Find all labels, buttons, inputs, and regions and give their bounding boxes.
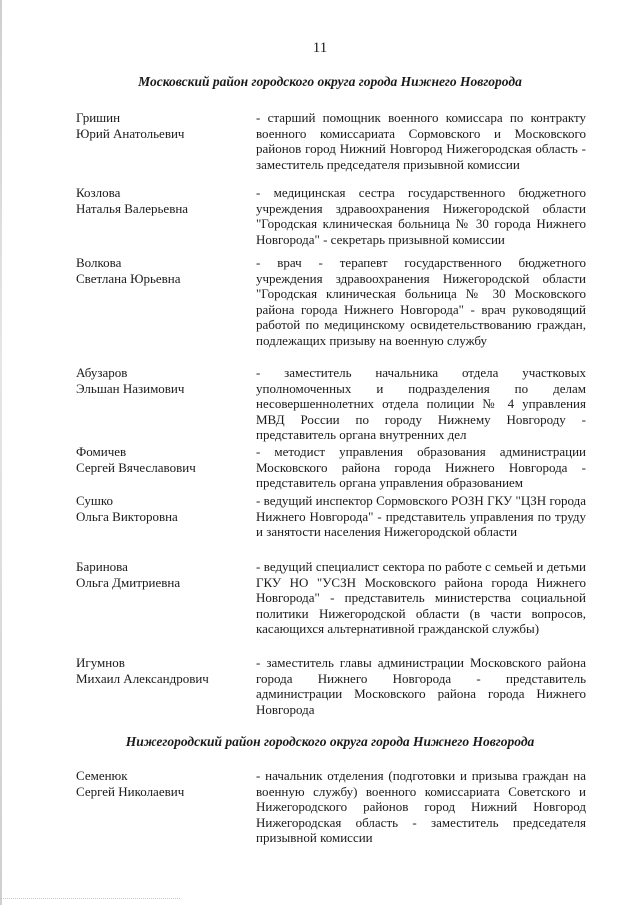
member-given-names: Ольга Дмитриевна: [76, 574, 181, 590]
member-given-names: Ольга Викторовна: [76, 508, 178, 524]
member-given-names: Светлана Юрьевна: [76, 270, 181, 286]
member-surname: Игумнов: [76, 655, 125, 670]
member-given-names: Сергей Вячеславович: [76, 459, 196, 475]
scan-edge: [0, 0, 2, 905]
member-name: [76, 493, 256, 559]
member-name: [76, 655, 256, 719]
member-name: [76, 110, 256, 185]
member-entry: [76, 559, 586, 655]
member-role: - методист управления образования администрации Московского района города Нижнего Новгорода - представитель органа управления образованием: [256, 444, 586, 491]
member-surname: Сушко: [76, 493, 114, 508]
member-given-names: Эльшан Назимович: [76, 380, 185, 396]
member-name: [76, 559, 256, 655]
section-heading-moskovsky: Московский район городского округа города Нижнего Новгорода: [138, 74, 522, 89]
member-entry: [76, 768, 586, 848]
member-surname: Козлова: [76, 185, 121, 200]
member-surname: Гришин: [76, 110, 121, 125]
member-role: - начальник отделения (подготовки и призыва граждан на военную службу) военного комиссариата Советского и Нижегородского районов город Нижний Новгород Нижегородская область - заместитель председателя призывной комиссии: [256, 768, 586, 846]
scan-bottom-edge: [0, 897, 180, 899]
member-given-names: Михаил Александрович: [76, 670, 209, 686]
member-given-names: Наталья Валерьевна: [76, 200, 189, 216]
member-surname: Абузаров: [76, 365, 128, 380]
member-surname: Фомичев: [76, 444, 127, 459]
member-list-moskovsky: [76, 110, 586, 719]
member-given-names: Юрий Анатольевич: [76, 125, 185, 141]
member-surname: Семенюк: [76, 768, 128, 783]
member-role: - ведущий инспектор Сормовского РОЗН ГКУ "ЦЗН города Нижнего Новгорода" - представитель управления по труду и занятости населения Нижегородской области: [256, 493, 586, 540]
member-role: - заместитель начальника отдела участковых уполномоченных и подразделения по делам несовершеннолетних отдела полиции № 4 управления МВД России по городу Нижнему Новгороду - представитель органа внутренних дел: [256, 365, 586, 443]
member-role: - старший помощник военного комиссара по контракту военного комиссариата Сормовского и Московского районов город Нижний Новгород Нижегородская область - заместитель председателя призывной комиссии: [256, 110, 586, 172]
member-role: - ведущий специалист сектора по работе с семьей и детьми ГКУ НО "УСЗН Московского района города Нижнего Новгорода" - представитель министерства социальной политики Нижегородской области (в части вопросов, касающихся альтернативной гражданской службы): [256, 559, 586, 637]
member-name: [76, 768, 256, 848]
member-entry: [76, 655, 586, 719]
member-list-nizhegorodsky: [76, 768, 586, 848]
member-role: - заместитель главы администрации Московского района города Нижнего Новгорода - представитель администрации Московского района города Нижнего Новгорода: [256, 655, 586, 717]
member-role: - врач - терапевт государственного бюджетного учреждения здравоохранения Нижегородской области "Городская клиническая больница № 30 Московского района города Нижнего Новгорода" - врач руководящий работой по медицинскому освидетельствованию граждан, подлежащих призыву на военную службу: [256, 255, 586, 348]
page-number: 11: [312, 40, 328, 56]
member-entry: [76, 255, 586, 365]
member-entry: [76, 493, 586, 559]
member-entry: [76, 444, 586, 493]
member-name: [76, 365, 256, 444]
member-name: [76, 444, 256, 493]
member-given-names: Сергей Николаевич: [76, 783, 185, 799]
member-entry: [76, 365, 586, 444]
member-surname: Волкова: [76, 255, 122, 270]
member-entry: [76, 110, 586, 185]
member-name: [76, 185, 256, 255]
member-name: [76, 255, 256, 365]
member-entry: [76, 185, 586, 255]
member-surname: Баринова: [76, 559, 128, 574]
member-role: - медицинская сестра государственного бюджетного учреждения здравоохранения Нижегородской области "Городская клиническая больница № 30 города Нижнего Новгорода" - секретарь призывной комиссии: [256, 185, 586, 247]
section-heading-nizhegorodsky: Нижегородский район городского округа города Нижнего Новгорода: [125, 734, 535, 749]
